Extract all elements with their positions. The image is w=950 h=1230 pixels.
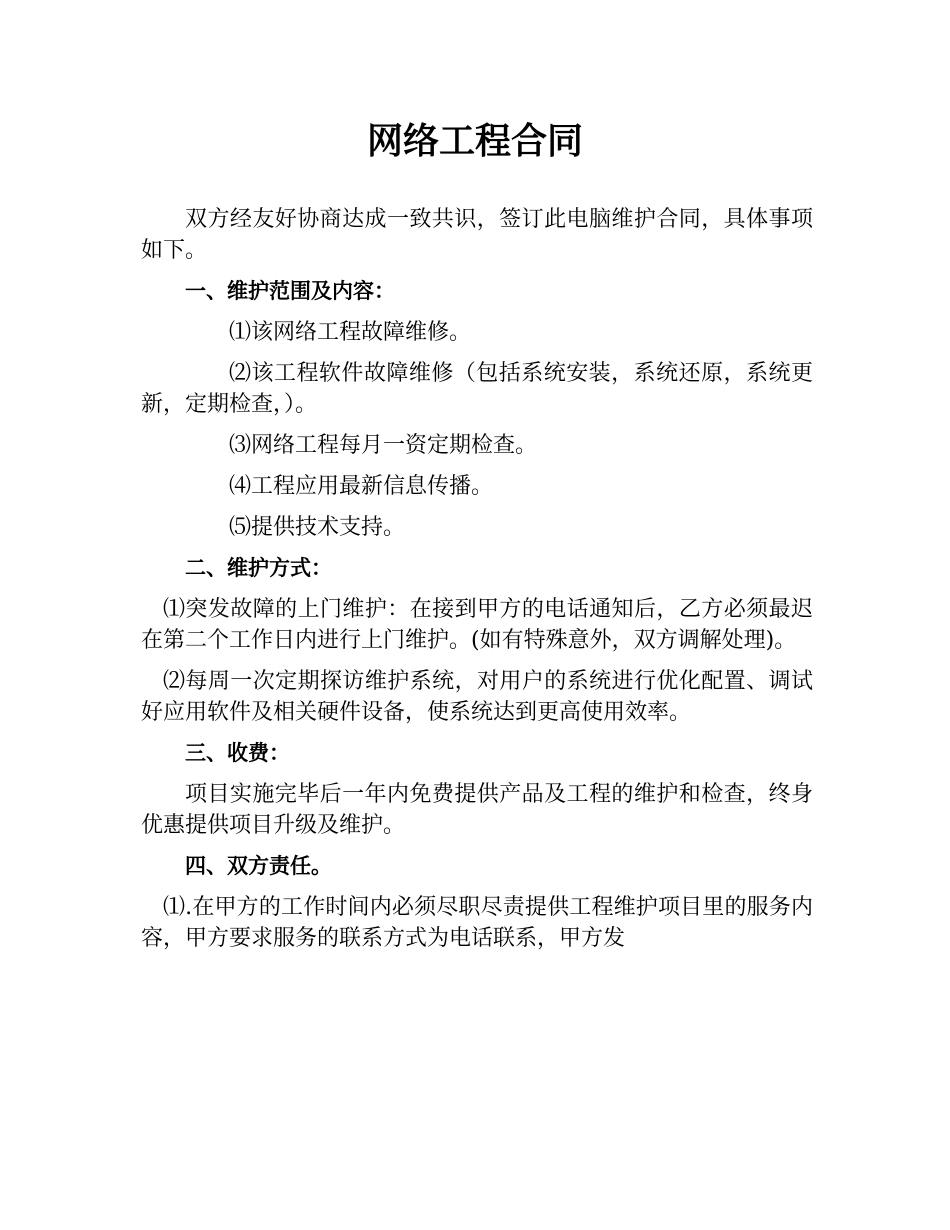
list-item: ⑵该工程软件故障维修（包括系统安装，系统还原，系统更新，定期检查，）。 [141, 361, 813, 417]
list-item: ⑵每周一次定期探访维护系统，对用户的系统进行优化配置、调试好应用软件及相关硬件设备，使系统达到更高使用效率。 [141, 669, 813, 725]
section-heading-method: 二、维护方式： [185, 556, 332, 580]
list-item: ⑴该网络工程故障维修。 [229, 320, 472, 345]
list-item: ⑷工程应用最新信息传播。 [229, 474, 494, 499]
document-title: 网络工程合同 [366, 121, 583, 162]
section-heading-scope: 一、维护范围及内容： [185, 279, 395, 303]
section-heading-responsibilities: 四、双方责任。 [185, 854, 332, 878]
fees-paragraph: 项目实施完毕后一年内免费提供产品及工程的维护和检查，终身优惠提供项目升级及维护。 [141, 782, 813, 838]
list-item: ⑴突发故障的上门维护：在接到甲方的电话通知后，乙方必须最迟在第二个工作日内进行上门维护。(如有特殊意外，双方调解处理)。 [141, 597, 813, 653]
section-heading-fees: 三、收费： [185, 741, 290, 765]
document-body [141, 204, 813, 964]
intro-paragraph: 双方经友好协商达成一致共识，签订此电脑维护合同，具体事项如下。 [141, 207, 813, 263]
list-item: ⑸提供技术支持。 [229, 515, 406, 540]
list-item: ⑶网络工程每月一资定期检查。 [229, 433, 538, 458]
responsibilities-paragraph: ⑴.在甲方的工作时间内必须尽职尽责提供工程维护项目里的服务内容，甲方要求服务的联系方式为电话联系，甲方发 [141, 895, 813, 951]
